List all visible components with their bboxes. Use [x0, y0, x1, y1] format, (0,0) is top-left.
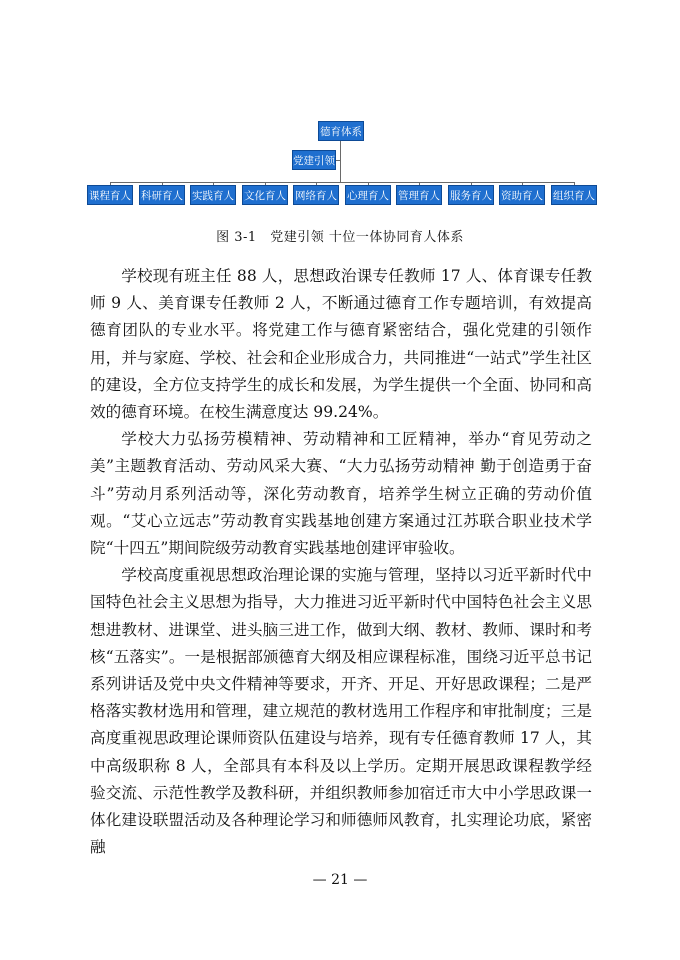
- connector-line: [336, 160, 340, 161]
- diagram-root-box: 德育体系: [318, 121, 364, 141]
- diagram-child-box: 组织育人: [551, 185, 597, 205]
- paragraph: 学校现有班主任 88 人，思想政治课专任教师 17 人、体育课专任教师 9 人、美育课专任教师 2 人，不断通过德育工作专题培训，有效提高德育团队的专业水平。将党建工作与德育紧密结合，强化党建的引领作用，并与家庭、学校、社会和企业形成合力，共同推进“一站式”学生社区的建设，全方位支持学生的成长和发展，为学生提供一个全面、协同和高效的德育环境。在校生满意度达 99.24%。: [90, 267, 592, 422]
- paragraph: 学校大力弘扬劳模精神、劳动精神和工匠精神，举办“育见劳动之美”主题教育活动、劳动风采大赛、“大力弘扬劳动精神 勤于创造勇于奋斗”劳动月系列活动等，深化劳动教育，培养学生树立正确的劳动价值观。“艾心立远志”劳动教育实践基地创建方案通过江苏联合职业技术学院“十四五”期间院级劳动教育实践基地创建评审验收。: [90, 430, 592, 558]
- connector-line: [110, 182, 574, 183]
- diagram-child-box: 实践育人: [190, 185, 236, 205]
- figure-caption: 图 3-1 党建引领 十位一体协同育人体系: [216, 230, 464, 245]
- diagram-child-box: 文化育人: [242, 185, 288, 205]
- diagram-party-box: 党建引领: [292, 150, 336, 170]
- diagram-child-box: 管理育人: [396, 185, 442, 205]
- connector-line: [340, 141, 341, 182]
- diagram-child-box: 科研育人: [139, 185, 185, 205]
- diagram-child-box: 课程育人: [87, 185, 133, 205]
- diagram-child-box: 资助育人: [499, 185, 545, 205]
- diagram-child-box: 心理育人: [345, 185, 391, 205]
- diagram-child-box: 网络育人: [293, 185, 339, 205]
- page-number: — 21 —: [312, 872, 368, 888]
- org-diagram: [0, 0, 680, 215]
- paragraph: 学校高度重视思想政治理论课的实施与管理，坚持以习近平新时代中国特色社会主义思想为指导，大力推进习近平新时代中国特色社会主义思想进教材、进课堂、进头脑三进工作，做到大纲、教材、教师、课时和考核“五落实”。一是根据部颁德育大纲及相应课程标准，围绕习近平总书记系列讲话及党中央文件精神等要求，开齐、开足、开好思政课程；二是严格落实教材选用和管理，建立规范的教材选用工作程序和审批制度；三是高度重视思政理论课师资队伍建设与培养，现有专任德育教师 17 人，其中高级职称 8 人，全部具有本科及以上学历。定期开展思政课程教学经验交流、示范性教学及教科研，并组织教师参加宿迁市大中小学思政课一体化建设联盟活动及各种理论学习和师德师风教育，扎实理论功底，紧密融: [90, 566, 592, 857]
- body-text: [90, 263, 592, 861]
- diagram-child-box: 服务育人: [448, 185, 494, 205]
